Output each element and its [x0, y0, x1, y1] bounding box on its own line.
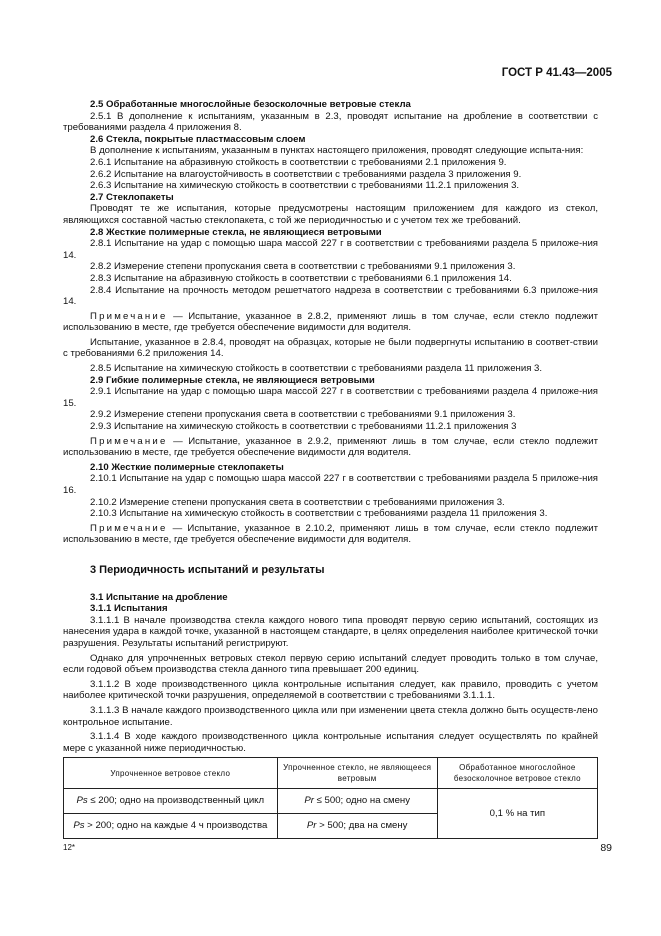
paragraph-2-6-intro: В дополнение к испытаниям, указанным в пунктах настоящего приложения, проводят следующие испыта-ния: [90, 145, 584, 157]
table-cell-merged: 0,1 % на тип [437, 789, 597, 839]
page-header-standard: ГОСТ Р 41.43—2005 [501, 67, 612, 79]
table-cell: Ps ≤ 200; одно на производственный цикл [64, 789, 278, 814]
section-3-1-title: 3.1 Испытание на дробление [90, 591, 228, 603]
section-2-5-title: 2.5 Обработанные многослойные безосколочные ветровые стекла [90, 99, 411, 110]
page-number: 89 [600, 842, 612, 854]
paragraph-2-6-1: 2.6.1 Испытание на абразивную стойкость в соответствии с требованиями 2.1 приложения 9. [90, 156, 507, 168]
footer-sheet-mark: 12* [63, 843, 76, 852]
paragraph-3-1-1-3: 3.1.1.3 В начале каждого производственного цикла или при изменении цвета стекла должно быть осуществ-лено контрольное испытание. [63, 704, 598, 728]
paragraph-2-10-3: 2.10.3 Испытание на химическую стойкость в соответствии с требованиями раздела 11 приложения 3. [90, 508, 548, 520]
note-2-10 [63, 523, 598, 546]
note-text: — Испытание, указанное в 2.9.2, применяют лишь в том случае, если стекло подлежит использованию в месте, где требуется обеспечение видимости для водителя. [63, 435, 598, 459]
note-label: Примечание [90, 310, 168, 322]
section-2-9-title: 2.9 Гибкие полимерные стекла, не являющиеся ветровыми [90, 374, 375, 386]
section-2-7-title: 2.7 Стеклопакеты [90, 191, 174, 203]
table-cell: Pr > 500; два на смену [277, 814, 437, 839]
table-cell: Pr ≤ 500; одно на смену [277, 789, 437, 814]
page-content [63, 99, 598, 839]
paragraph-2-8-5: 2.8.5 Испытание на химическую стойкость в соответствии с требованиями раздела 11 приложения 3. [90, 363, 543, 375]
paragraph-2-7: Проводят те же испытания, которые предусмотрены настоящим приложением для каждого из стекол, являющихся составной частью стеклопакета, с той же периодичностью и с учетом тех же требований. [63, 203, 598, 226]
table-header-cell: Обработанное многослойное безосколочное ветровое стекло [437, 758, 597, 789]
section-2-6-title: 2.6 Стекла, покрытые пластмассовым слоем [90, 133, 306, 145]
paragraph-2-8-2: 2.8.2 Измерение степени пропускания света в соответствии с требованиями 9.1 приложения 3. [90, 261, 516, 273]
note-2-8 [63, 311, 598, 334]
paragraph-2-8-3: 2.8.3 Испытание на абразивную стойкость в соответствии с требованиями 6.1 приложения 14. [90, 272, 512, 284]
note-text: — Испытание, указанное в 2.10.2, применяют лишь в том случае, если стекло подлежит использованию в месте, где требуется обеспечение видимости для водителя. [63, 522, 598, 546]
paragraph-2-8-4-note: Испытание, указанное в 2.8.4, проводят на образцах, которые не были подвергнуты испытанию в соответ-ствии с требованиями 6.2 приложения 14. [63, 336, 598, 360]
paragraph-2-6-2: 2.6.2 Испытание на влагоустойчивость в соответствии с требованиями раздела 3 приложения 9. [90, 168, 522, 180]
paragraph-3-1-1-1: 3.1.1.1 В начале производства стекла каждого нового типа проводят первую серию испытаний, состоящих из нанесения удара в каждой точке, указанной в настоящем стандарте, в целях определения наиболее критической точки разрушения. Результаты испытаний регистрируют. [63, 614, 598, 649]
paragraph-2-9-2: 2.9.2 Измерение степени пропускания света в соответствии с требованиями 9.1 приложения 3. [90, 409, 516, 421]
table-header-cell: Упрочненное стекло, не являющееся ветровым [277, 758, 437, 789]
table-row [64, 789, 598, 814]
section-2-10-title: 2.10 Жесткие полимерные стеклопакеты [90, 461, 284, 473]
note-text: — Испытание, указанное в 2.8.2, применяют лишь в том случае, если стекло подлежит использованию в месте, где требуется обеспечение видимости для водителя. [63, 310, 598, 334]
paragraph-2-10-2: 2.10.2 Измерение степени пропускания света в соответствии с требованиями приложения 3. [90, 496, 505, 508]
paragraph-2-10-1: 2.10.1 Испытание на удар с помощью шара массой 227 г в соответствии с требованиями раздела 5 приложе-ния 16. [63, 473, 598, 496]
paragraph-2-5-1: 2.5.1 В дополнение к испытаниям, указанным в 2.3, проводят испытание на дробление в соответствии с требованиями раздела 4 приложения 8. [63, 110, 598, 134]
paragraph-3-1-1-4: 3.1.1.4 В ходе каждого производственного цикла контрольные испытания следует осуществлять по крайней мере с указанной ниже периодичностью. [63, 731, 598, 754]
paragraph-2-8-1: 2.8.1 Испытание на удар с помощью шара массой 227 г в соответствии с требованиями раздела 5 приложе-ния 14. [63, 238, 598, 261]
section-2-8-title: 2.8 Жесткие полимерные стекла, не являющиеся ветровыми [90, 226, 382, 238]
section-3-1-1-title: 3.1.1 Испытания [90, 603, 168, 615]
periodicity-table [63, 757, 598, 839]
note-label: Примечание [90, 435, 168, 447]
section-3-title: 3 Периодичность испытаний и результаты [90, 563, 325, 576]
paragraph-3-1-1-1-note: Однако для упрочненных ветровых стекол первую серию испытаний следует проводить только в том случае, если годовой объем производства стекла данного типа превышает 200 единиц. [63, 652, 598, 676]
paragraph-2-9-1: 2.9.1 Испытание на удар с помощью шара массой 227 г в соответствии с требованиями раздела 4 приложе-ния 15. [63, 386, 598, 409]
table-cell: Ps > 200; одно на каждые 4 ч производства [64, 814, 278, 839]
note-2-9 [63, 436, 598, 459]
note-label: Примечание [90, 522, 168, 534]
paragraph-3-1-1-2: 3.1.1.2 В ходе производственного цикла контрольные испытания следует, как правило, проводить с учетом наиболее критической точки разрушения, определяемой в соответствии с требованиями 3.1.1.1. [63, 678, 598, 702]
table-header-cell: Упрочненное ветровое стекло [64, 758, 278, 789]
paragraph-2-9-3: 2.9.3 Испытание на химическую стойкость в соответствии с требованиями 11.2.1 приложения 3 [90, 421, 517, 433]
paragraph-2-6-3: 2.6.3 Испытание на химическую стойкость в соответствии с требованиями 11.2.1 приложения 3. [90, 180, 520, 192]
table-header-row [64, 758, 598, 789]
paragraph-2-8-4: 2.8.4 Испытание на прочность методом решетчатого надреза в соответствии с требованиями 6.3 приложе-ния 14. [63, 284, 598, 308]
